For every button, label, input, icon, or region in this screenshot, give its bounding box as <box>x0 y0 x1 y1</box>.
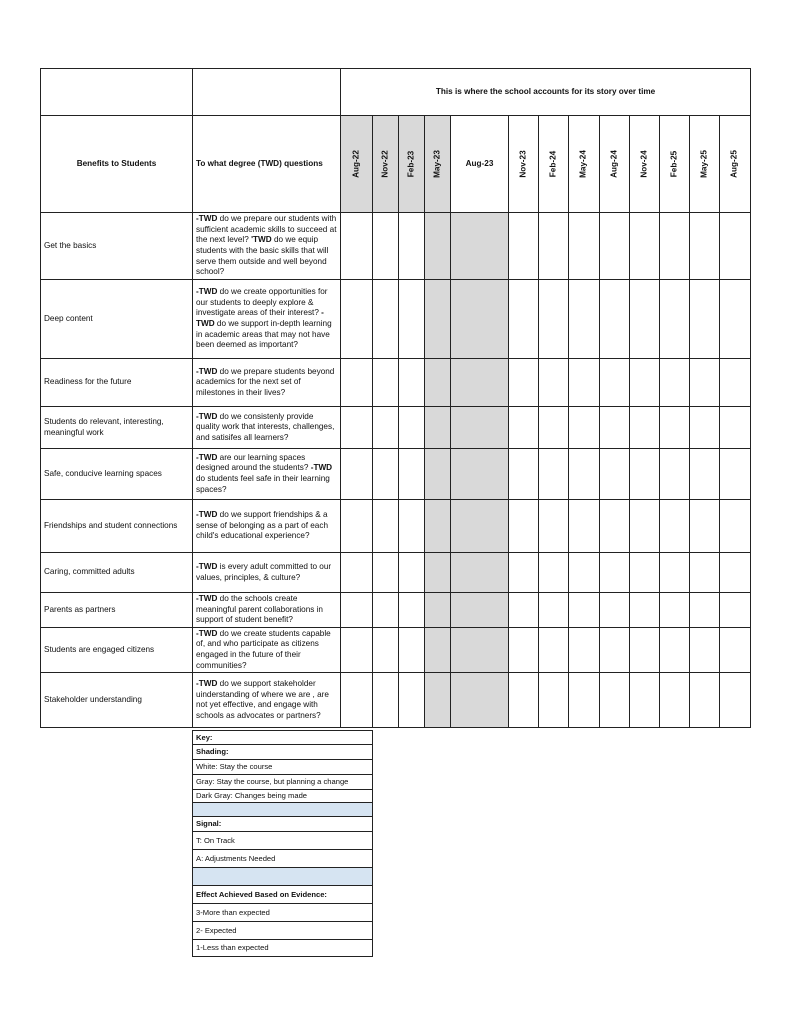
key-item: 3-More than expected <box>193 904 373 922</box>
date-entry-cell[interactable] <box>399 593 425 628</box>
date-entry-cell[interactable] <box>373 673 399 728</box>
date-column-header: Aug-23 <box>451 116 509 213</box>
twd-prefix: -TWD <box>196 308 324 328</box>
date-column-header <box>630 116 660 213</box>
date-entry-cell[interactable] <box>509 673 539 728</box>
date-entry-cell[interactable] <box>569 213 600 280</box>
key-item: Effect Achieved Based on Evidence: <box>193 886 373 904</box>
twd-prefix: -TWD <box>310 463 333 473</box>
date-entry-cell[interactable] <box>539 673 569 728</box>
benefit-cell: Deep content <box>41 280 193 359</box>
date-entry-cell[interactable] <box>509 627 539 672</box>
table-row <box>41 593 751 628</box>
key-row <box>193 922 373 940</box>
date-entry-cell[interactable] <box>373 359 399 407</box>
date-entry-cell[interactable] <box>720 627 751 672</box>
date-entry-cell[interactable] <box>630 500 660 553</box>
benefit-cell: Readiness for the future <box>41 359 193 407</box>
date-entry-cell[interactable] <box>720 280 751 359</box>
key-row <box>193 803 373 817</box>
key-item: 1-Less than expected <box>193 940 373 957</box>
date-entry-cell[interactable] <box>600 407 630 449</box>
date-entry-cell[interactable] <box>341 500 373 553</box>
twd-prefix: -TWD <box>196 214 218 224</box>
date-label: Feb-23 <box>406 150 416 178</box>
date-entry-cell[interactable] <box>600 553 630 593</box>
table-body <box>41 213 751 728</box>
date-label: Nov-22 <box>380 150 390 178</box>
date-entry-cell[interactable] <box>569 407 600 449</box>
date-entry-cell[interactable] <box>660 449 690 500</box>
twd-prefix: -TWD <box>196 366 218 376</box>
twd-question-text: do students feel safe in their learning spaces? <box>196 474 330 494</box>
date-entry-cell[interactable] <box>399 213 425 280</box>
twd-question-text: do we create students capable of, and who participate as citizens engaged in the future of their communities? <box>196 628 331 670</box>
twd-prefix: -TWD <box>196 287 218 297</box>
date-entry-cell[interactable] <box>660 407 690 449</box>
benefit-cell: Friendships and student connections <box>41 500 193 553</box>
date-entry-cell[interactable] <box>569 500 600 553</box>
twd-question-text: do the schools create meaningful parent collaborations in support of student benefit? <box>196 594 323 625</box>
date-entry-cell[interactable] <box>720 553 751 593</box>
key-item: Dark Gray: Changes being made <box>193 790 373 803</box>
key-item: A: Adjustments Needed <box>193 850 373 868</box>
twd-prefix: -TWD <box>196 678 218 688</box>
key-item: Key: <box>193 731 373 745</box>
date-entry-cell[interactable] <box>341 673 373 728</box>
date-entry-cell[interactable] <box>600 500 630 553</box>
table-row <box>41 500 751 553</box>
twd-question-text: do we support friendships & a sense of belonging as a part of each child's educational experience? <box>196 510 329 541</box>
date-entry-cell[interactable] <box>451 449 509 500</box>
date-entry-cell[interactable] <box>451 280 509 359</box>
table-row <box>41 359 751 407</box>
date-entry-cell[interactable] <box>630 627 660 672</box>
date-entry-cell[interactable] <box>539 280 569 359</box>
date-entry-cell[interactable] <box>509 500 539 553</box>
date-entry-cell[interactable] <box>373 500 399 553</box>
date-entry-cell[interactable] <box>451 500 509 553</box>
date-entry-cell[interactable] <box>451 359 509 407</box>
date-entry-cell[interactable] <box>373 593 399 628</box>
date-entry-cell[interactable] <box>425 213 451 280</box>
story-over-time-title: This is where the school accounts for its story over time <box>341 69 751 116</box>
key-row <box>193 904 373 922</box>
date-entry-cell[interactable] <box>425 280 451 359</box>
date-label: May-24 <box>578 150 588 178</box>
date-label: Feb-24 <box>548 150 558 178</box>
table-row <box>41 213 751 280</box>
date-entry-cell[interactable] <box>600 627 630 672</box>
date-entry-cell[interactable] <box>425 553 451 593</box>
date-column-header <box>690 116 720 213</box>
date-entry-cell[interactable] <box>630 359 660 407</box>
table-row <box>41 407 751 449</box>
date-column-header <box>341 116 373 213</box>
date-entry-cell[interactable] <box>451 627 509 672</box>
date-entry-cell[interactable] <box>539 407 569 449</box>
date-entry-cell[interactable] <box>569 449 600 500</box>
date-entry-cell[interactable] <box>660 359 690 407</box>
key-row <box>193 940 373 957</box>
date-column-header <box>660 116 690 213</box>
twd-question-cell <box>193 280 341 359</box>
date-entry-cell[interactable] <box>600 673 630 728</box>
date-entry-cell[interactable] <box>451 407 509 449</box>
table-row <box>41 553 751 593</box>
date-column-header <box>720 116 751 213</box>
date-entry-cell[interactable] <box>690 359 720 407</box>
date-entry-cell[interactable] <box>539 593 569 628</box>
key-spacer <box>193 868 373 886</box>
table-row <box>41 627 751 672</box>
date-entry-cell[interactable] <box>399 280 425 359</box>
key-spacer <box>193 803 373 817</box>
date-entry-cell[interactable] <box>509 280 539 359</box>
header-row-title <box>41 69 751 116</box>
date-entry-cell[interactable] <box>373 449 399 500</box>
date-entry-cell[interactable] <box>690 449 720 500</box>
date-entry-cell[interactable] <box>509 553 539 593</box>
header-row-dates <box>41 116 751 213</box>
date-entry-cell[interactable] <box>425 500 451 553</box>
date-entry-cell[interactable] <box>341 280 373 359</box>
date-entry-cell[interactable] <box>690 553 720 593</box>
date-entry-cell[interactable] <box>720 500 751 553</box>
twd-question-text: do we support in-depth learning in academic areas that may not have been deemed as important? <box>196 319 332 350</box>
date-entry-cell[interactable] <box>425 359 451 407</box>
date-column-header <box>373 116 399 213</box>
twd-question-cell <box>193 593 341 628</box>
date-entry-cell[interactable] <box>373 627 399 672</box>
date-entry-cell[interactable] <box>509 213 539 280</box>
date-column-header <box>600 116 630 213</box>
date-entry-cell[interactable] <box>539 627 569 672</box>
date-entry-cell[interactable] <box>399 553 425 593</box>
date-entry-cell[interactable] <box>630 213 660 280</box>
key-row <box>193 886 373 904</box>
key-row <box>193 868 373 886</box>
date-entry-cell[interactable] <box>690 593 720 628</box>
date-label: Aug-22 <box>351 150 361 178</box>
date-entry-cell[interactable] <box>720 407 751 449</box>
date-entry-cell[interactable] <box>690 407 720 449</box>
date-entry-cell[interactable] <box>660 593 690 628</box>
date-entry-cell[interactable] <box>569 280 600 359</box>
date-entry-cell[interactable] <box>399 449 425 500</box>
date-entry-cell[interactable] <box>660 627 690 672</box>
date-entry-cell[interactable] <box>630 280 660 359</box>
date-entry-cell[interactable] <box>569 627 600 672</box>
date-entry-cell[interactable] <box>630 553 660 593</box>
date-entry-cell[interactable] <box>690 627 720 672</box>
key-row <box>193 817 373 832</box>
date-entry-cell[interactable] <box>600 213 630 280</box>
date-entry-cell[interactable] <box>373 280 399 359</box>
date-entry-cell[interactable] <box>399 627 425 672</box>
twd-question-cell <box>193 553 341 593</box>
date-entry-cell[interactable] <box>630 449 660 500</box>
key-item: Shading: <box>193 745 373 760</box>
date-entry-cell[interactable] <box>425 627 451 672</box>
date-label: Feb-25 <box>669 150 679 178</box>
date-entry-cell[interactable] <box>341 359 373 407</box>
date-entry-cell[interactable] <box>600 593 630 628</box>
date-column-header <box>399 116 425 213</box>
twd-question-text: are our learning spaces designed around the students? <box>196 452 311 473</box>
date-entry-cell[interactable] <box>690 500 720 553</box>
date-entry-cell[interactable] <box>509 449 539 500</box>
date-column-header <box>539 116 569 213</box>
date-entry-cell[interactable] <box>399 407 425 449</box>
key-row <box>193 850 373 868</box>
date-column-header <box>509 116 539 213</box>
date-label: May-23 <box>432 150 442 178</box>
date-entry-cell[interactable] <box>509 593 539 628</box>
header-blank-benefits <box>41 69 193 116</box>
date-label: May-25 <box>699 150 709 178</box>
date-entry-cell[interactable] <box>720 673 751 728</box>
key-row <box>193 731 373 745</box>
date-entry-cell[interactable] <box>720 593 751 628</box>
twd-column-header: To what degree (TWD) questions <box>193 116 341 213</box>
date-entry-cell[interactable] <box>539 553 569 593</box>
benefit-cell: Get the basics <box>41 213 193 280</box>
twd-prefix: 'TWD <box>251 235 272 245</box>
date-entry-cell[interactable] <box>539 500 569 553</box>
key-item: Signal: <box>193 817 373 832</box>
date-entry-cell[interactable] <box>720 213 751 280</box>
date-entry-cell[interactable] <box>373 553 399 593</box>
date-entry-cell[interactable] <box>451 213 509 280</box>
date-entry-cell[interactable] <box>341 407 373 449</box>
date-entry-cell[interactable] <box>660 213 690 280</box>
twd-prefix: -TWD <box>196 411 218 421</box>
benefit-cell: Parents as partners <box>41 593 193 628</box>
benefits-column-header: Benefits to Students <box>41 116 193 213</box>
date-entry-cell[interactable] <box>341 593 373 628</box>
date-label: Aug-25 <box>729 150 739 178</box>
date-entry-cell[interactable] <box>425 673 451 728</box>
twd-question-text: do we equip students with the basic skills that will serve them outside and well beyond school? <box>196 235 329 277</box>
twd-prefix: -TWD <box>196 561 218 571</box>
date-label: Nov-23 <box>518 150 528 178</box>
twd-question-text: do we prepare students beyond academics for the next set of milestones in their lives? <box>196 366 335 397</box>
date-entry-cell[interactable] <box>569 359 600 407</box>
date-entry-cell[interactable] <box>425 449 451 500</box>
date-entry-cell[interactable] <box>569 673 600 728</box>
date-entry-cell[interactable] <box>341 449 373 500</box>
header-blank-twd <box>193 69 341 116</box>
date-entry-cell[interactable] <box>660 500 690 553</box>
date-entry-cell[interactable] <box>600 449 630 500</box>
date-entry-cell[interactable] <box>539 213 569 280</box>
date-entry-cell[interactable] <box>509 359 539 407</box>
twd-question-cell <box>193 407 341 449</box>
key-row <box>193 760 373 775</box>
twd-question-text: do we create opportunities for our students to deeply explore & investigate areas of their interest? <box>196 287 328 318</box>
date-label: Nov-24 <box>639 150 649 178</box>
date-entry-cell[interactable] <box>425 593 451 628</box>
table-row <box>41 673 751 728</box>
date-entry-cell[interactable] <box>373 407 399 449</box>
date-entry-cell[interactable] <box>690 673 720 728</box>
benefit-cell: Safe, conducive learning spaces <box>41 449 193 500</box>
twd-prefix: -TWD <box>196 628 218 638</box>
date-entry-cell[interactable] <box>720 359 751 407</box>
date-entry-cell[interactable] <box>539 449 569 500</box>
twd-prefix: -TWD <box>196 510 218 520</box>
twd-question-text: do we support stakeholder uinderstanding of where we are , are not yet effective, and engage with schools as advocates or partners? <box>196 678 329 720</box>
date-entry-cell[interactable] <box>660 673 690 728</box>
key-row <box>193 775 373 790</box>
twd-question-cell <box>193 627 341 672</box>
date-entry-cell[interactable] <box>720 449 751 500</box>
benefit-cell: Students are engaged citizens <box>41 627 193 672</box>
date-entry-cell[interactable] <box>660 280 690 359</box>
date-entry-cell[interactable] <box>399 673 425 728</box>
benefit-cell: Students do relevant, interesting, meaningful work <box>41 407 193 449</box>
date-entry-cell[interactable] <box>569 553 600 593</box>
date-entry-cell[interactable] <box>630 673 660 728</box>
table-row <box>41 280 751 359</box>
twd-question-cell <box>193 500 341 553</box>
date-entry-cell[interactable] <box>451 553 509 593</box>
legend-key-table <box>192 730 373 957</box>
benefits-tracking-table <box>40 68 751 728</box>
date-entry-cell[interactable] <box>539 359 569 407</box>
twd-prefix: -TWD <box>196 452 218 462</box>
twd-question-cell <box>193 213 341 280</box>
twd-question-cell <box>193 359 341 407</box>
benefit-cell: Stakeholder understanding <box>41 673 193 728</box>
date-label: Aug-24 <box>609 150 619 178</box>
key-item: T: On Track <box>193 832 373 850</box>
date-entry-cell[interactable] <box>690 280 720 359</box>
date-entry-cell[interactable] <box>399 500 425 553</box>
date-entry-cell[interactable] <box>373 213 399 280</box>
table-row <box>41 449 751 500</box>
date-entry-cell[interactable] <box>451 673 509 728</box>
twd-question-text: do we prepare our students with sufficient academic skills to succeed at the next level? <box>196 214 337 245</box>
benefit-cell: Caring, committed adults <box>41 553 193 593</box>
date-entry-cell[interactable] <box>451 593 509 628</box>
date-entry-cell[interactable] <box>600 359 630 407</box>
date-entry-cell[interactable] <box>341 553 373 593</box>
date-entry-cell[interactable] <box>341 213 373 280</box>
date-entry-cell[interactable] <box>660 553 690 593</box>
date-entry-cell[interactable] <box>509 407 539 449</box>
date-entry-cell[interactable] <box>630 407 660 449</box>
key-item: White: Stay the course <box>193 760 373 775</box>
date-column-header <box>425 116 451 213</box>
twd-question-text: do we consistenly provide quality work that interests, challenges, and satisifes all learners? <box>196 411 335 442</box>
date-entry-cell[interactable] <box>341 627 373 672</box>
key-row <box>193 745 373 760</box>
key-row <box>193 832 373 850</box>
key-item: 2- Expected <box>193 922 373 940</box>
twd-prefix: -TWD <box>196 594 218 603</box>
date-entry-cell[interactable] <box>425 407 451 449</box>
date-entry-cell[interactable] <box>630 593 660 628</box>
key-row <box>193 790 373 803</box>
date-entry-cell[interactable] <box>600 280 630 359</box>
twd-question-cell <box>193 673 341 728</box>
date-entry-cell[interactable] <box>399 359 425 407</box>
date-entry-cell[interactable] <box>690 213 720 280</box>
date-column-header <box>569 116 600 213</box>
key-item: Gray: Stay the course, but planning a change <box>193 775 373 790</box>
date-entry-cell[interactable] <box>569 593 600 628</box>
twd-question-text: is every adult committed to our values, principles, & culture? <box>196 561 332 582</box>
twd-question-cell <box>193 449 341 500</box>
